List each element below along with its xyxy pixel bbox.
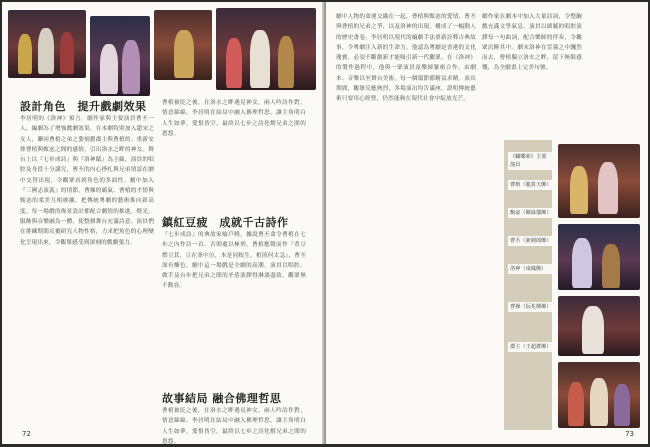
page-number-right: 73 <box>625 430 634 438</box>
photo-caption: 曹植（龍貫天飾） <box>510 182 552 188</box>
right-page-column-1: 劇中人物的命運交織在一起，曹植與甄宓的愛情、曹丕與曹植的兄弟之爭，以及洛神的出現，構成了一幅動人的歷史畫卷。李居明以現代的編劇手法重新詮釋古典故事，令粵劇注入新的生命力。他認為粵劇是香港的文化瑰寶，必須不斷創新才能吸引新一代觀眾。在《洛神》的製作過程中，他與一眾演員及樂師緊密合作，由劇本、音樂以至舞台美術，每一個環節都精益求精。演出期間，觀眾反應熱烈，多場演出均告滿座，證明傳統藝術只要用心經營，仍然能夠在現代社會中綻放光芒。 <box>336 14 476 103</box>
right-photo-4 <box>558 362 640 428</box>
section-heading-ending: 故事結局 融合佛理哲思 <box>162 392 282 405</box>
stage-photo-2 <box>90 16 150 96</box>
right-page-column-2: 劇作家在劇本中加入大量詩詞，令整齣戲充滿文學氣息。演員以細膩的唱腔演繹每一句曲詞，配合樂師的伴奏，令觀眾沉醉其中。劇末洛神在雲霧之中飄然而去，曹植獨立洛水之畔，留下無限感慨，為全劇畫上完美句號。 <box>482 14 582 72</box>
right-column-text-mid: 『七步成詩』的典故家喻戶曉，據說曹丕命令曹植在七步之內作詩一首，否則處以極刑。曹植應聲而作『煮豆燃豆萁，豆在釜中泣，本是同根生，相煎何太急』，曹丕深有慚色。劇中這一場戲是全劇的高潮，演員以唱腔、做手及台步把兄弟之間的矛盾演繹得淋漓盡致，觀眾無不動容。 <box>162 232 306 290</box>
photo-caption: 《蝴蝶夢》主要演員 <box>508 152 552 170</box>
photo-caption: 甄宓（陳詠儀飾） <box>510 210 552 216</box>
stage-photo-1 <box>8 10 86 78</box>
section-heading-design: 設計角色 提升戲劇效果 <box>20 100 147 113</box>
right-photo-3 <box>558 296 640 356</box>
right-page <box>326 2 648 444</box>
photo-caption: 郡主（王超群飾） <box>510 344 552 350</box>
photo-caption: 曹丕（新劍郎飾） <box>510 238 552 244</box>
section-heading-poem: 鎮紅豆疲 成就千古詩作 <box>162 216 289 229</box>
right-photo-1 <box>558 144 640 218</box>
left-column-text: 李居明的《洛神》預言，劇作家與主要演員曹丕一人，編劇為了增強戲劇效果，在本劇特別加入趙宋之女人，聯同曹植之弟之姿刻劃郡主與曹植的。重新安排曹植與甄宓之間的感情，引出洛水之畔的神女。舞台上以『七步成詩』與『洛神賦』為主線，演員的唱腔及身段十分講究，曹丕的內心掙扎與兄弟情誼在劇中交替出現，令觀眾看到角色的多面性。劇中加入『三國志演義』的情節，曹操的霸氣、曹植的才情與甄宓的柔美互相映襯，把傳統粵劇的藝術推向新高度。每一場戲的佈景設計都配合劇情的推進，燈光、服飾與音樂融為一體，使整個舞台充滿詩意。演員們在排練期間反覆研究人物性格，力求把角色的心理變化呈現出來，令觀眾感受到深刻的戲劇張力。 <box>20 116 154 246</box>
stage-photo-4 <box>216 8 316 90</box>
right-photo-2 <box>558 224 640 290</box>
photo-caption: 曹操（阮兆輝飾） <box>510 304 552 310</box>
page-number-left: 72 <box>22 430 31 438</box>
stage-photo-3 <box>154 10 212 80</box>
magazine-spread <box>2 2 648 444</box>
left-page <box>2 2 324 444</box>
photo-caption: 洛神（南鳳飾） <box>508 264 552 274</box>
right-column-text-bottom: 曹植被貶之後，在洛水之畔遇見神女，兩人吟詩作對，情意綿綿。李居明在結局中融入佛理哲思，讓主角明白人生如夢，愛恨皆空，最終以七步之詩化解兄弟之間的恩怨。 <box>162 408 306 445</box>
right-column-text-top: 曹植被貶之後，在洛水之畔遇見神女，兩人吟詩作對，情意綿綿。李居明在結局中融入佛理哲思，讓主角明白人生如夢，愛恨皆空，最終以七步之詩化解兄弟之間的恩怨。 <box>162 100 306 137</box>
